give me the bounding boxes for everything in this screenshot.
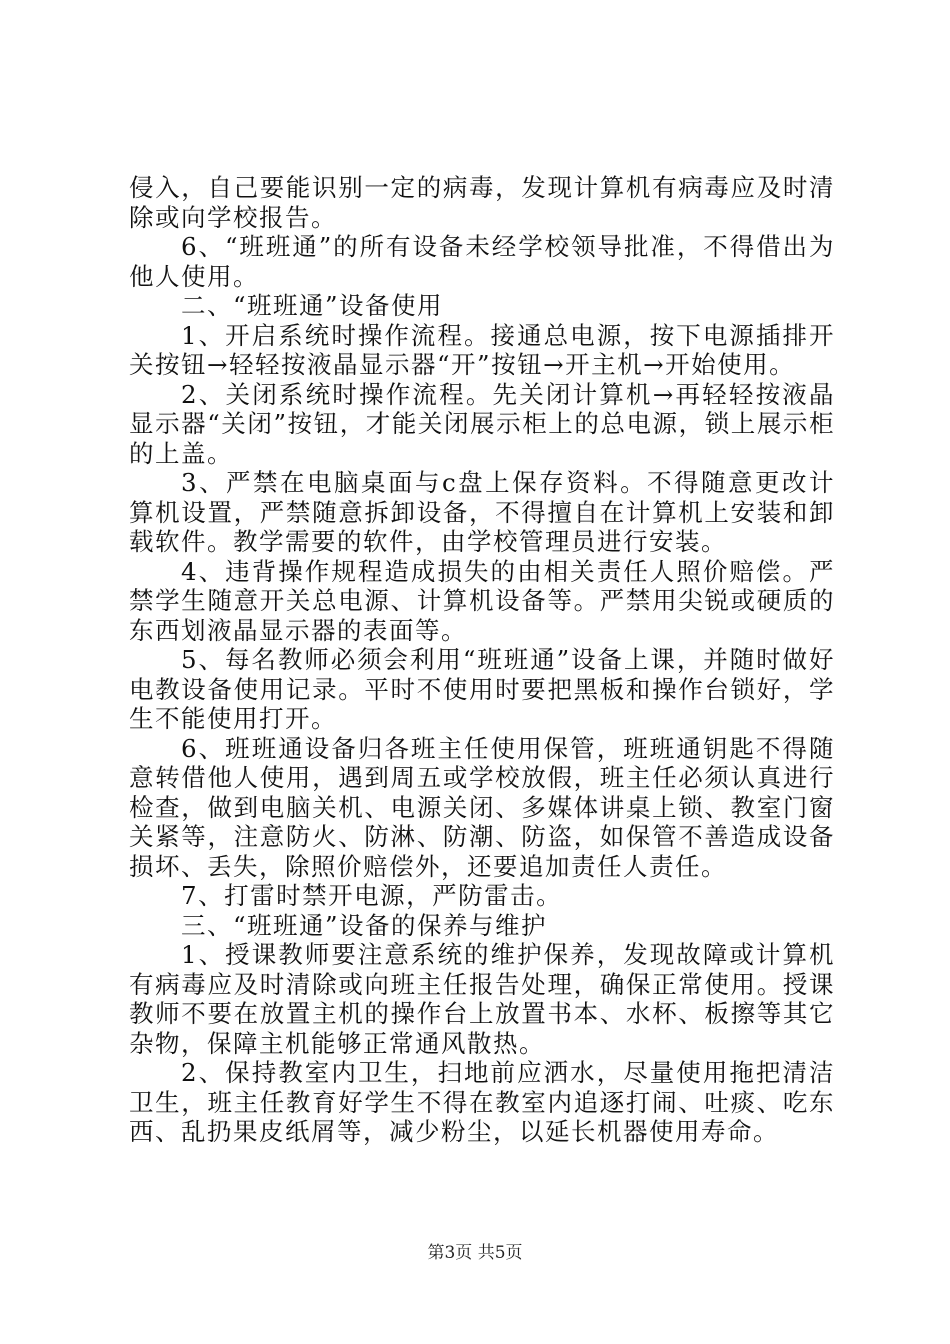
paragraph-compensation: 4、违背操作规程造成损失的由相关责任人照价赔偿。严禁学生随意开关总电源、计算机设备等。严禁用尖锐或硬质的东西划液晶显示器的表面等。	[129, 556, 835, 645]
section-heading-3: 三、“班班通”设备的保养与维护	[181, 910, 548, 940]
paragraph-hygiene: 2、保持教室内卫生，扫地前应洒水，尽量使用拖把清洁卫生，班主任教育好学生不得在教室内追逐打闹、吐痰、吃东西、乱扔果皮纸屑等，减少粉尘，以延长机器使用寿命。	[129, 1058, 835, 1146]
document-body	[129, 173, 835, 1147]
paragraph-no-saving-files: 3、严禁在电脑桌面与c盘上保存资料。不得随意更改计算机设置，严禁随意拆卸设备，不得擅自在计算机上安装和卸载软件。教学需要的软件，由学校管理员进行安装。	[129, 468, 835, 556]
paragraph-continued: 侵入，自己要能识别一定的病毒，发现计算机有病毒应及时清除或向学校报告。	[129, 173, 835, 232]
section-heading-2: 二、“班班通”设备使用	[181, 291, 444, 320]
paragraph-custody: 6、班班通设备归各班主任使用保管，班班通钥匙不得随意转借他人使用，遇到周五或学校放假，班主任必须认真进行检查，做到电脑关机、电源关闭、多媒体讲桌上锁、教室门窗关紧等，注意防火、防淋、防潮、防盗，如保管不善造成设备损坏、丢失，除照价赔偿外，还要追加责任人责任。	[129, 733, 835, 881]
paragraph-teacher-usage: 5、每名教师必须会利用“班班通”设备上课，并随时做好电教设备使用记录。平时不使用时要把黑板和操作台锁好，学生不能使用打开。	[129, 645, 835, 733]
paragraph-thunder: 7、打雷时禁开电源，严防雷击。	[181, 881, 563, 910]
paragraph-item-6-lending: 6、“班班通”的所有设备未经学校领导批准，不得借出为他人使用。	[129, 232, 835, 291]
page-footer: 第3页 共5页	[427, 1243, 523, 1263]
paragraph-shutdown-procedure: 2、关闭系统时操作流程。先关闭计算机→再轻轻按液晶显示器“关闭”按钮，才能关闭展示柜上的总电源，锁上展示柜的上盖。	[129, 379, 835, 468]
paragraph-maintenance: 1、授课教师要注意系统的维护保养，发现故障或计算机有病毒应及时清除或向班主任报告处理，确保正常使用。授课教师不要在放置主机的操作台上放置书本、水杯、板擦等其它杂物，保障主机能够正常通风散热。	[129, 940, 835, 1058]
paragraph-startup-procedure: 1、开启系统时操作流程。接通总电源，按下电源插排开关按钮→轻轻按液晶显示器“开”按钮→开主机→开始使用。	[129, 320, 835, 379]
